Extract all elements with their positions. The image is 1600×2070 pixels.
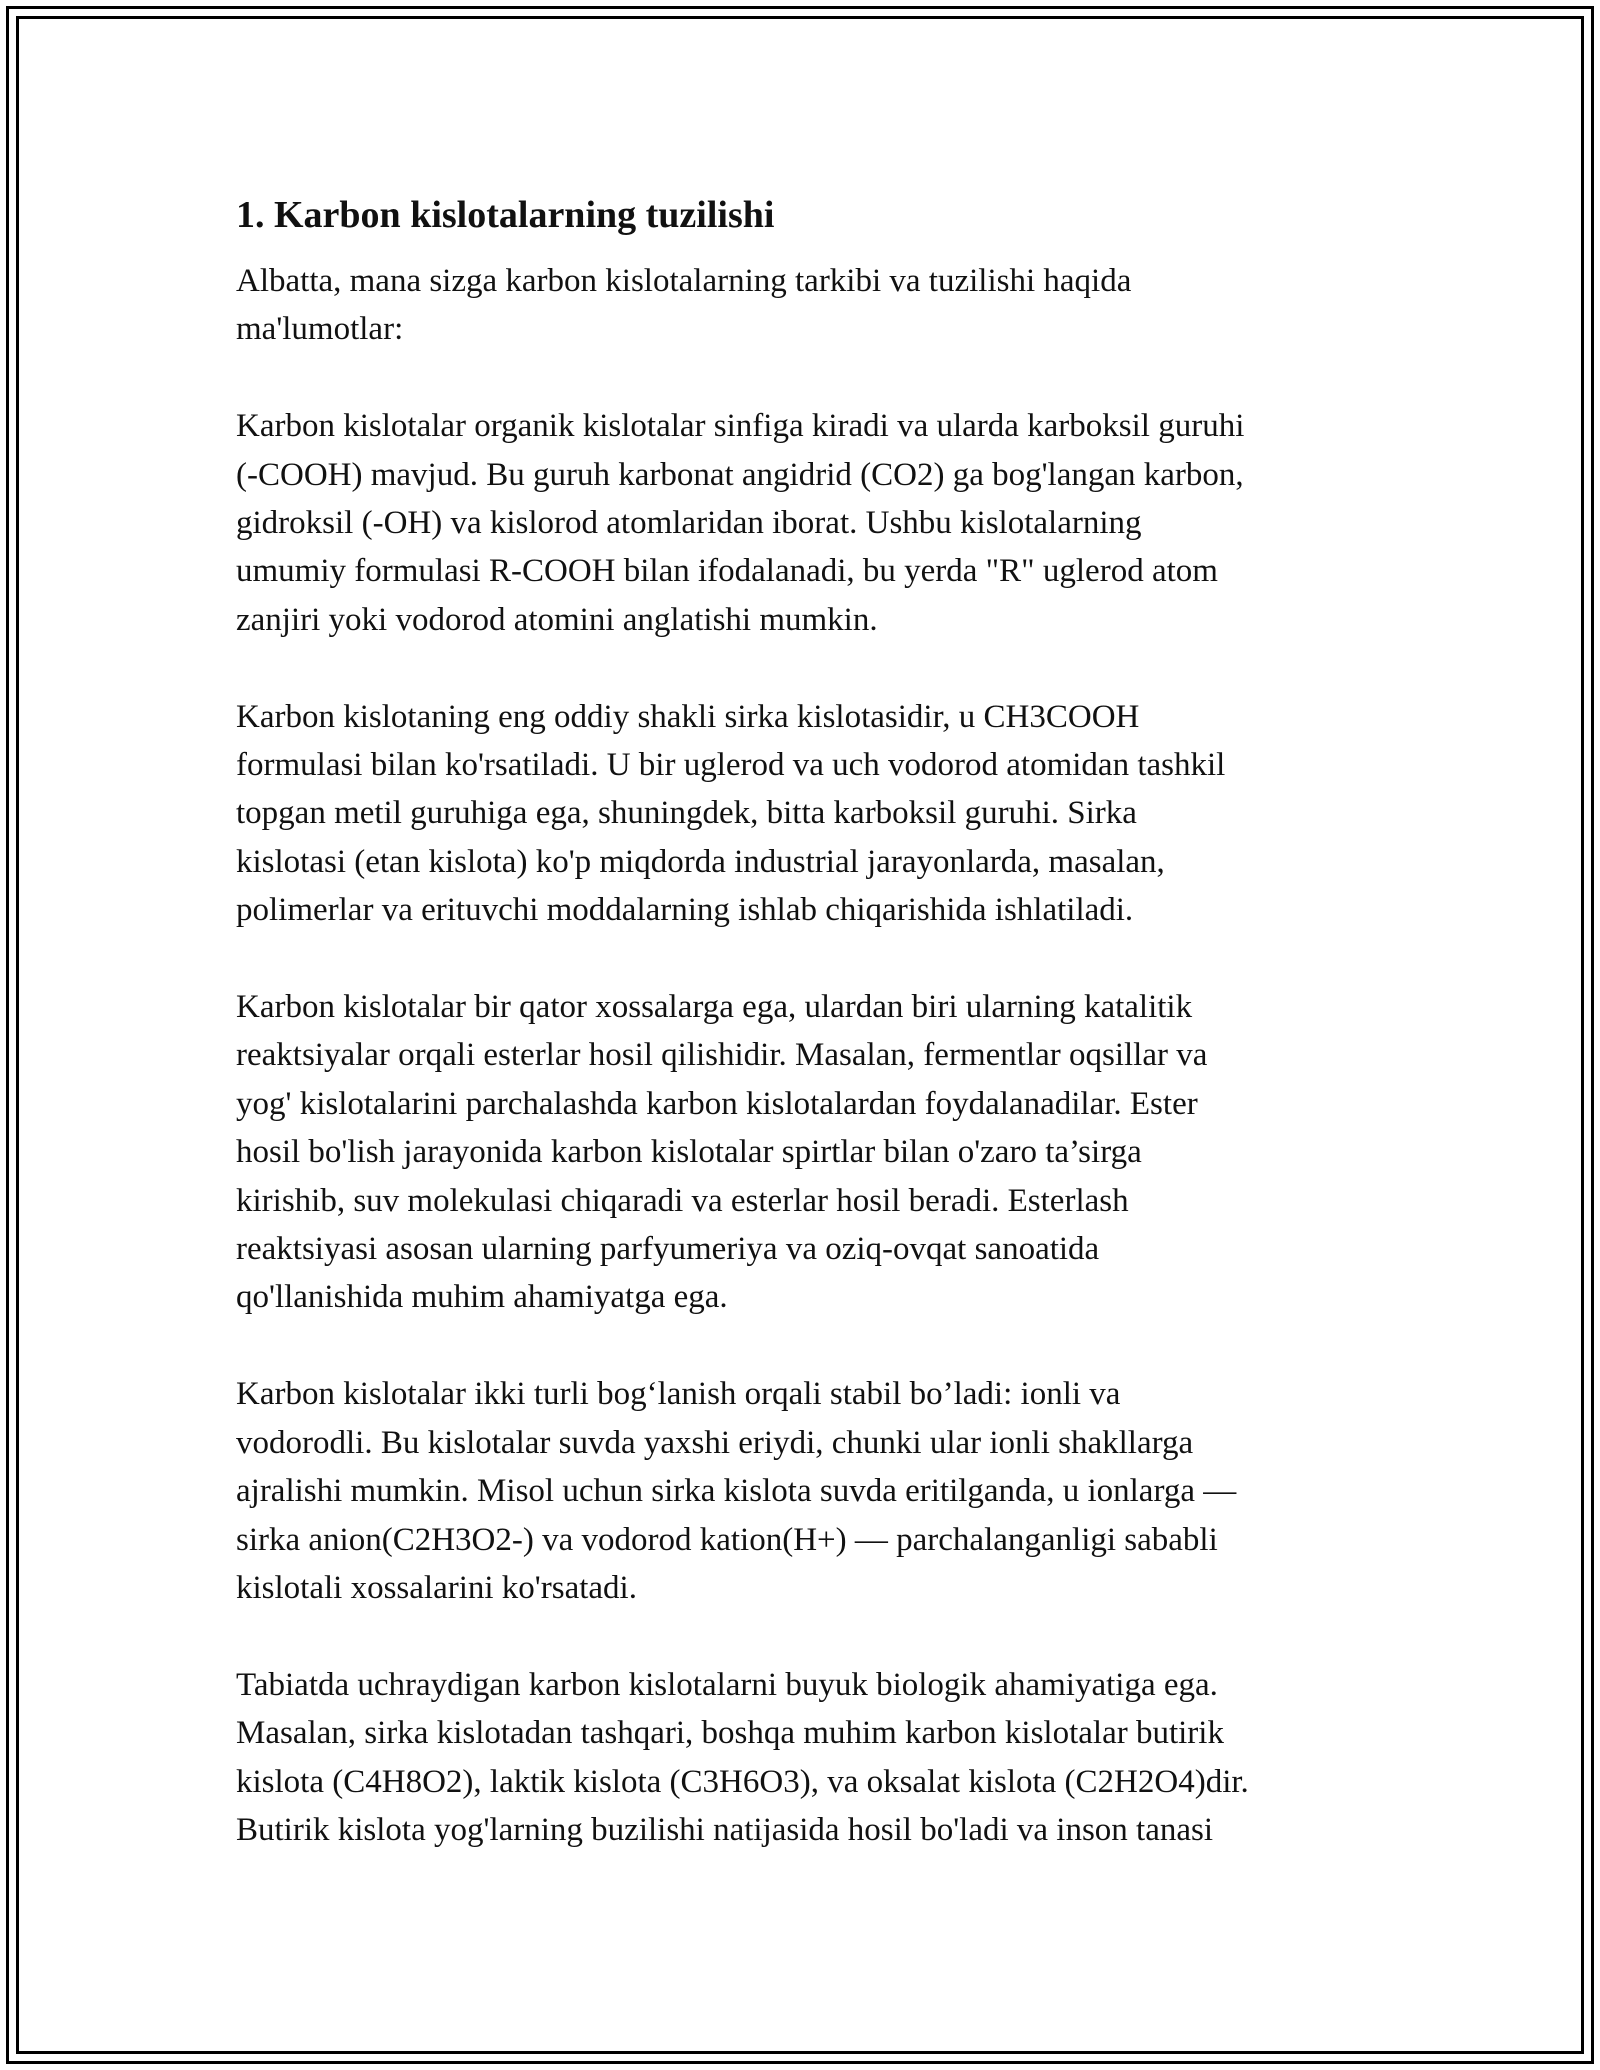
paragraph-nature: Tabiatda uchraydigan karbon kislotalarni buyuk biologik ahamiyatiga ega. Masalan, sirka kislotadan tashqari, boshqa muhim karbon kislotalar butirik kislota (C4H8O2), laktik kislota (C3H6O3), va oksalat kislota (C2H2O4)dir. Butirik kislota yog'larning buzilishi natijasida hosil bo'ladi va inson tanasi	[236, 1666, 1249, 1848]
paragraph-structure: Karbon kislotalar organik kislotalar sinfiga kiradi va ularda karboksil guruhi (-COOH) mavjud. Bu guruh karbonat angidrid (CO2) ga bog'langan karbon, gidroksil (-OH) va kislorod atomlaridan iborat. Ushbu kislotalarning umumiy formulasi R-COOH bilan ifodalanadi, bu yerda "R" uglerod atom zanjiri yoki vodorod atomini anglatishi mumkin.	[236, 408, 1245, 638]
paragraph-acetic-acid: Karbon kislotaning eng oddiy shakli sirka kislotasidir, u CH3COOH formulasi bilan ko'rsatiladi. U bir uglerod va uch vodorod atomidan tashkil topgan metil guruhiga ega, shuningdek, bitta karboksil guruhi. Sirka kislotasi (etan kislota) ko'p miqdorda industrial jarayonlarda, masalan, polimerlar va erituvchi moddalarning ishlab chiqarishida ishlatiladi.	[236, 698, 1226, 929]
document-body	[236, 187, 1386, 1854]
paragraph-esters: Karbon kislotalar bir qator xossalarga ega, ulardan biri ularning katalitik reaktsiyalar orqali esterlar hosil qilishidir. Masalan, fermentlar oqsillar va yog' kislotalarini parchalashda karbon kislotalardan foydalanadilar. Ester hosil bo'lish jarayonida karbon kislotalar spirtlar bilan o'zaro ta’sirga kirishib, suv molekulasi chiqaradi va esterlar hosil beradi. Esterlash reaktsiyasi asosan ularning parfyumeriya va oziq-ovqat sanoatida qo'llanishida muhim ahamiyatga ega.	[236, 989, 1208, 1316]
paragraph-bonding: Karbon kislotalar ikki turli bog‘lanish orqali stabil bo’ladi: ionli va vodorodli. Bu kislotalar suvda yaxshi eriydi, chunki ular ionli shakllarga ajralishi mumkin. Misol uchun sirka kislota suvda eritilganda, u ionlarga — sirka anion(C2H3O2-) va vodorod kation(H+) — parchalanganligi sababli kislotali xossalarini ko'rsatadi.	[236, 1376, 1237, 1606]
paragraph-intro: Albatta, mana sizga karbon kislotalarning tarkibi va tuzilishi haqida ma'lumotlar:	[236, 263, 1132, 348]
section-heading: 1. Karbon kislotalarning tuzilishi	[236, 194, 775, 236]
